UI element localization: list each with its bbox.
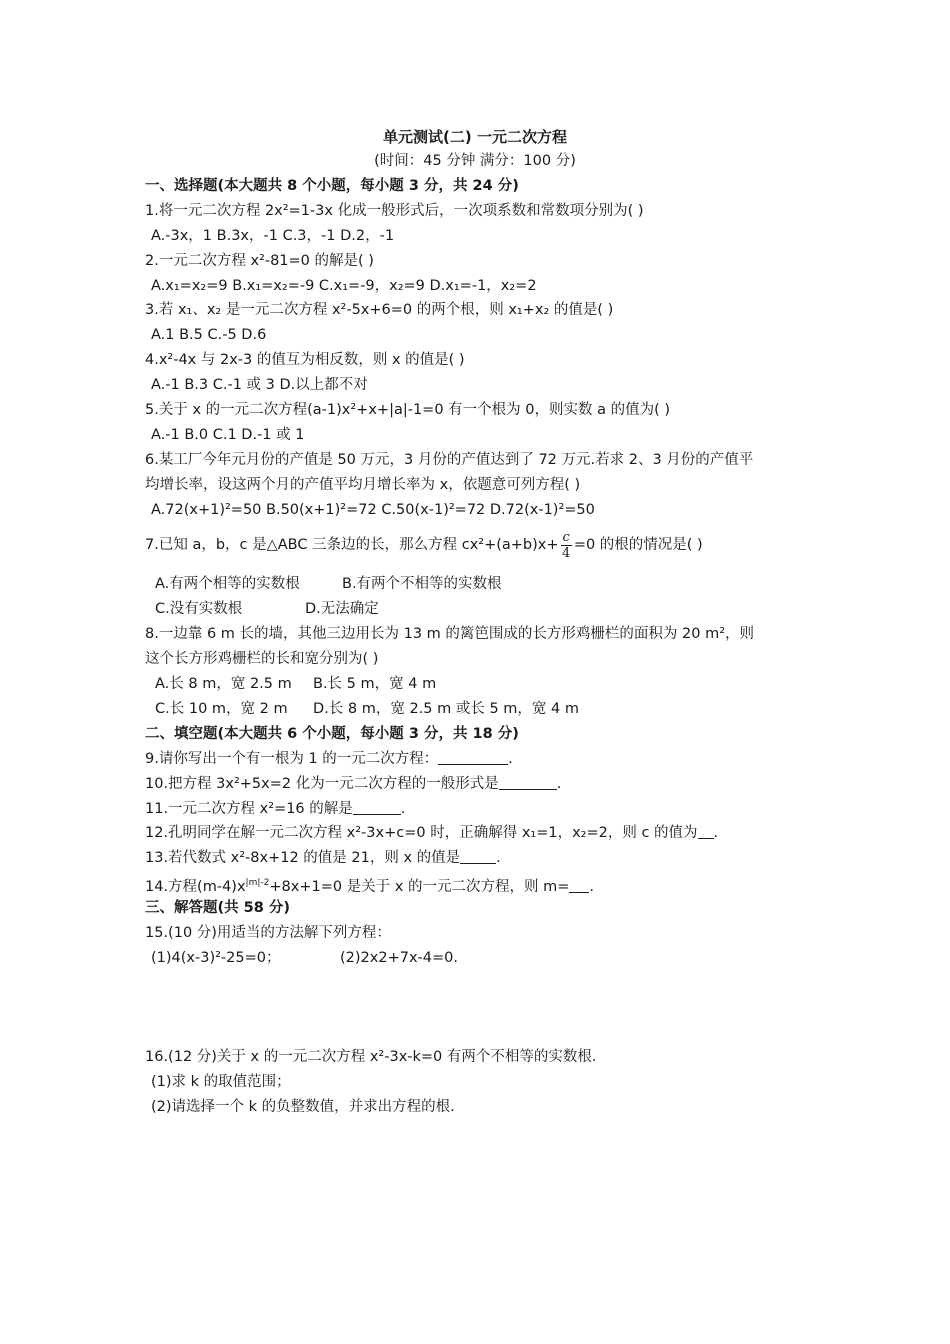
question-14-text-after: +8x+1=0 是关于 x 的一元二次方程，则 m= <box>269 878 570 895</box>
period: . <box>589 878 594 895</box>
period: . <box>556 776 562 792</box>
period: . <box>713 825 719 841</box>
answer-blank[interactable] <box>460 849 496 864</box>
question-7-option-b: B.有两个不相等的实数根 <box>342 576 502 592</box>
question-4: 4.x²-4x 与 2x-3 的值互为相反数，则 x 的值是( ) <box>145 352 465 368</box>
page-title: 单元测试(二) 一元二次方程 <box>383 128 567 146</box>
question-8-option-d: D.长 8 m，宽 2.5 m 或长 5 m，宽 4 m <box>313 701 579 717</box>
question-12-text: 12.孔明同学在解一元二次方程 x²-3x+c=0 时，正确解得 x₁=1，x₂=2，则 c 的值为 <box>145 825 698 841</box>
question-4-options: A.-1 B.3 C.-1 或 3 D.以上都不对 <box>151 377 368 393</box>
question-2-options: A.x₁=x₂=9 B.x₁=x₂=-9 C.x₁=-9，x₂=9 D.x₁=-1，x₂=2 <box>151 278 537 294</box>
question-9-text: 9.请你写出一个有一根为 1 的一元二次方程： <box>145 751 439 767</box>
answer-blank[interactable] <box>353 800 401 815</box>
answer-blank[interactable] <box>698 824 714 839</box>
section-2-heading: 二、填空题(本大题共 6 个小题，每小题 3 分，共 18 分) <box>145 726 519 742</box>
question-8-line-2: 这个长方形鸡栅栏的长和宽分别为( ) <box>145 651 379 667</box>
question-16: 16.(12 分)关于 x 的一元二次方程 x²-3x-k=0 有两个不相等的实数根. <box>145 1049 597 1065</box>
question-10 <box>145 774 561 794</box>
section-1-heading: 一、选择题(本大题共 8 个小题，每小题 3 分，共 24 分) <box>145 178 519 194</box>
question-8-option-b: B.长 5 m，宽 4 m <box>313 676 437 692</box>
fraction-denominator: 4 <box>562 545 571 561</box>
question-8-option-c: C.长 10 m，宽 2 m <box>155 701 288 717</box>
answer-blank[interactable] <box>569 878 589 893</box>
question-7 <box>145 524 703 566</box>
question-5-options: A.-1 B.0 C.1 D.-1 或 1 <box>151 427 305 443</box>
question-9 <box>145 749 513 769</box>
question-14-text-before: 14.方程(m-4)x <box>145 878 246 895</box>
question-6-line-2: 均增长率，设这两个月的产值平均月增长率为 x，依题意可列方程( ) <box>145 477 581 493</box>
question-8-line-1: 8.一边靠 6 m 长的墙，其他三边用长为 13 m 的篱笆围成的长方形鸡栅栏的面积为 20 m²，则 <box>145 626 755 642</box>
fraction-c-over-4 <box>561 530 572 561</box>
fraction-numerator: c <box>562 529 570 545</box>
question-13-text: 13.若代数式 x²-8x+12 的值是 21，则 x 的值是 <box>145 850 461 866</box>
question-15-part-1: (1)4(x-3)²-25=0； <box>151 950 281 966</box>
question-1: 1.将一元二次方程 2x²=1-3x 化成一般形式后，一次项系数和常数项分别为( ) <box>145 203 644 219</box>
question-7-option-d: D.无法确定 <box>305 601 379 617</box>
question-5: 5.关于 x 的一元二次方程(a-1)x²+x+|a|-1=0 有一个根为 0，则实数 a 的值为( ) <box>145 402 671 418</box>
answer-blank[interactable] <box>499 775 557 790</box>
period: . <box>400 801 406 817</box>
question-7-text-before: 7.已知 a，b，c 是△ABC 三条边的长，那么方程 cx²+(a+b)x+ <box>145 537 559 553</box>
question-6-options: A.72(x+1)²=50 B.50(x+1)²=72 C.50(x-1)²=72 D.72(x-1)²=50 <box>151 502 595 518</box>
question-6-line-1: 6.某工厂今年元月份的产值是 50 万元，3 月份的产值达到了 72 万元.若求 2、3 月份的产值平 <box>145 452 754 468</box>
question-7-text-after: =0 的根的情况是( ) <box>573 537 703 553</box>
question-3-options: A.1 B.5 C.-5 D.6 <box>151 327 267 343</box>
answer-blank[interactable] <box>438 750 508 765</box>
question-16-part-2: (2)请选择一个 k 的负整数值，并求出方程的根. <box>151 1099 455 1115</box>
question-12 <box>145 823 718 843</box>
question-11-text: 11.一元二次方程 x²=16 的解是 <box>145 801 353 817</box>
question-15: 15.(10 分)用适当的方法解下列方程： <box>145 925 391 941</box>
page-subtitle: (时间：45 分钟 满分：100 分) <box>374 153 576 169</box>
question-11 <box>145 799 405 819</box>
question-1-options: A.-3x，1 B.3x，-1 C.3，-1 D.2，-1 <box>151 228 395 244</box>
section-3-heading: 三、解答题(共 58 分) <box>145 900 291 916</box>
question-16-part-1: (1)求 k 的取值范围； <box>151 1074 291 1090</box>
question-10-text: 10.把方程 3x²+5x=2 化为一元二次方程的一般形式是 <box>145 776 499 792</box>
exponent: |m|-2 <box>245 878 270 888</box>
question-13 <box>145 848 501 868</box>
question-15-part-2: (2)2x2+7x-4=0. <box>340 950 458 966</box>
question-3: 3.若 x₁、x₂ 是一元二次方程 x²-5x+6=0 的两个根，则 x₁+x₂ 的值是( ) <box>145 302 614 318</box>
period: . <box>496 850 501 866</box>
question-7-option-c: C.没有实数根 <box>155 601 243 617</box>
question-14 <box>145 873 594 897</box>
question-2: 2.一元二次方程 x²-81=0 的解是( ) <box>145 253 374 269</box>
question-7-option-a: A.有两个相等的实数根 <box>155 576 300 592</box>
period: . <box>508 751 513 767</box>
question-8-option-a: A.长 8 m，宽 2.5 m <box>155 676 292 692</box>
